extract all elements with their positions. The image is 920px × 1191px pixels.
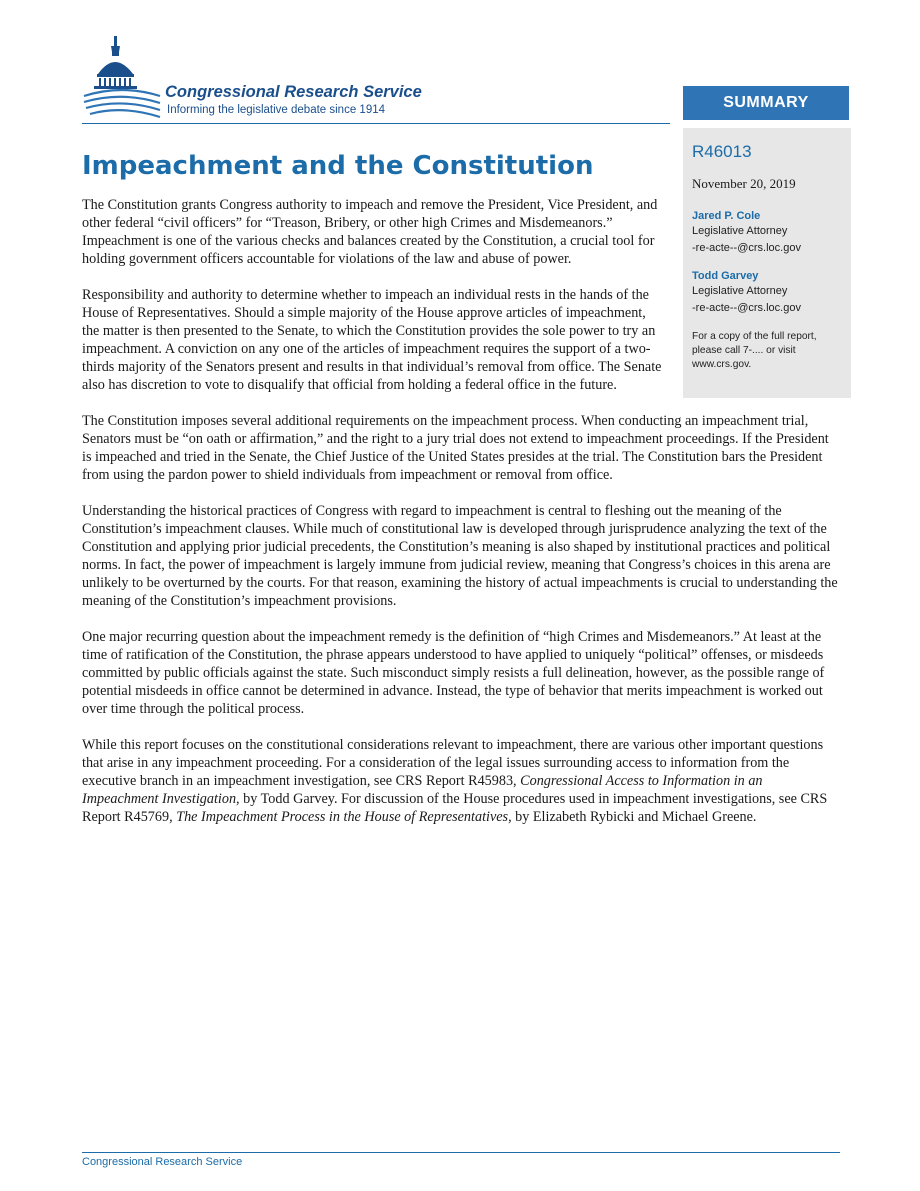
text-span: , by Elizabeth Rybicki and Michael Greene. (508, 809, 757, 825)
org-name: Congressional Research Service (165, 83, 422, 101)
paragraph: Responsibility and authority to determine whether to impeach an individual rests in the hands of the House of Representatives. Should a simple majority of the House approve articles of impeachment, the matter is then presented to the Senate, to which the Constitution provides the sole power to try an impeachment. A conviction on any one of the articles of impeachment requires the support of a two-thirds majority of the Senators present and results in that individual’s removal from office. The Senate also has discretion to vote to disqualify that official from holding a federal office in the future. (82, 287, 662, 393)
report-date: November 20, 2019 (692, 176, 796, 191)
text-span: , by Todd Garvey. For discussion of the House procedures used in impeachment investigations, see CRS Report R45769, (82, 791, 828, 825)
copy-note: For a copy of the full report, please call 7-.... or visit www.crs.gov. (692, 331, 817, 370)
paragraph: One major recurring question about the impeachment remedy is the definition of “high Crimes and Misdemeanors.” At least at the time of ratification of the Constitution, the phrase appears understood to have applied to uniquely “political” offenses, or misdeeds committed by public officials against the state. Such misconduct simply resists a full delineation, however, as the possible range of potential misdeeds in office cannot be determined in advance. Instead, the type of behavior that merits impeachment is worked out over time through the political process. (82, 629, 825, 717)
paragraph: The Constitution imposes several additional requirements on the impeachment process. When conducting an impeachment trial, Senators must be “on oath or affirmation,” and the right to a jury trial does not extend to impeachment proceedings. If the President is impeached and tried in the Senate, the Chief Justice of the United States presides at the trial. The Constitution bars the President from using the pardon power to shield individuals from impeachment or removal from office. (82, 413, 829, 483)
author-email[interactable]: -re-acte--@crs.loc.gov (692, 242, 801, 254)
paragraph-references (82, 736, 840, 826)
author-title: Legislative Attorney (692, 285, 788, 297)
author-name: Todd Garvey (692, 270, 759, 282)
header-divider (82, 123, 670, 124)
author-name: Jared P. Cole (692, 210, 761, 222)
crs-logo (82, 34, 462, 124)
summary-body (82, 196, 840, 844)
author-email[interactable]: -re-acte--@crs.loc.gov (692, 302, 801, 314)
text-span: While this report focuses on the constitutional considerations relevant to impeachment, there are various other important questions that arise in any impeachment proceeding. For a consideration of the legal issues surrounding access to information from the executive branch in an impeachment investigation, see CRS Report R45983, (82, 737, 824, 789)
capitol-dome-icon (82, 34, 162, 120)
page-title: Impeachment and the Constitution (82, 151, 594, 181)
report-reference-r45769: The Impeachment Process in the House of Representatives (176, 809, 509, 825)
report-reference-r45983: Congressional Access to Information in an Impeachment Investigation (82, 773, 763, 807)
footer-text: Congressional Research Service (82, 1156, 243, 1168)
paragraph: Understanding the historical practices of Congress with regard to impeachment is central to fleshing out the meaning of the Constitution’s impeachment clauses. While much of constitutional law is developed through jurisprudence analyzing the text of the Constitution and applying prior judicial precedents, the Constitution’s meaning is also shaped by institutional practices and political norms. In fact, the power of impeachment is largely immune from judicial review, meaning that Congress’s choices in this arena are unlikely to be overturned by the courts. For that reason, examining the history of actual impeachments is crucial to understanding the meaning of the Constitution’s impeachment provisions. (82, 503, 838, 609)
summary-label: SUMMARY (683, 86, 849, 120)
paragraph: The Constitution grants Congress authority to impeach and remove the President, Vice President, and other federal “civil officers” for “Treason, Bribery, or other high Crimes and Misdemeanors.” Impeachment is one of the various checks and balances created by the Constitution, a crucial tool for holding government officers accountable for violations of the law and abuse of power. (82, 197, 658, 267)
org-tagline: Informing the legislative debate since 1914 (167, 104, 386, 116)
footer-divider (82, 1152, 840, 1153)
report-number: R46013 (692, 142, 752, 161)
author-title: Legislative Attorney (692, 225, 788, 237)
